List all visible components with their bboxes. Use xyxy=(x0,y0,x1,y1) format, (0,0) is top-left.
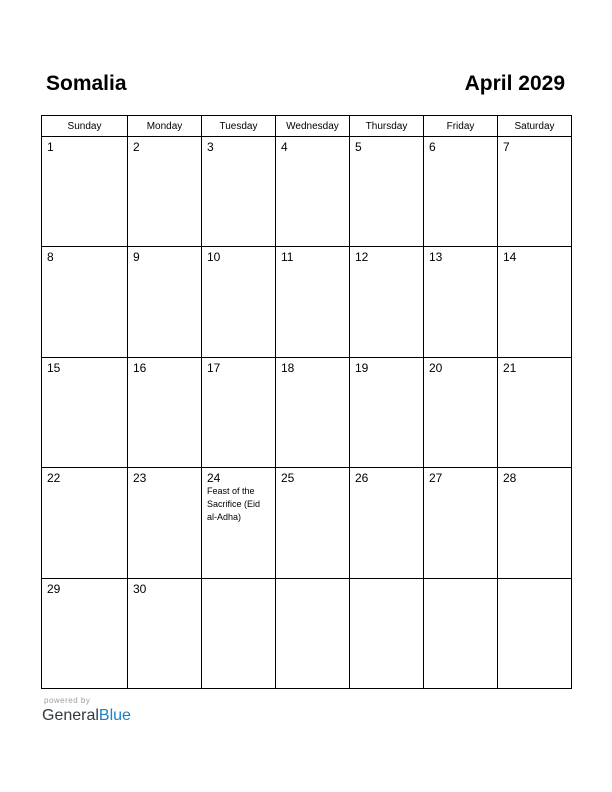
day-number: 1 xyxy=(47,140,54,154)
day-number: 20 xyxy=(429,360,443,375)
calendar-grid xyxy=(41,115,572,689)
weekday-tuesday: Tuesday xyxy=(202,116,276,137)
logo-text-blue: Blue xyxy=(98,707,131,724)
day-number xyxy=(424,579,497,582)
day-number: 22 xyxy=(47,471,61,486)
weekday-header-row xyxy=(42,116,572,137)
day-cell xyxy=(424,578,498,688)
day-cell xyxy=(424,357,498,467)
week-row xyxy=(42,137,572,247)
footer-branding xyxy=(42,696,131,726)
day-cell xyxy=(202,247,276,357)
day-cell xyxy=(42,357,128,467)
day-cell xyxy=(350,357,424,467)
day-number: 28 xyxy=(503,471,517,486)
weekday-thursday: Thursday xyxy=(350,116,424,137)
holiday-label: Feast of the Sacrifice (Eid al-Adha) xyxy=(207,486,261,523)
day-cell xyxy=(202,357,276,467)
day-cell xyxy=(42,468,128,578)
day-cell xyxy=(128,137,202,247)
day-number: 3 xyxy=(207,140,214,154)
day-number: 17 xyxy=(207,360,221,375)
day-number: 12 xyxy=(355,250,369,265)
day-cell xyxy=(498,137,572,247)
day-cell xyxy=(128,578,202,688)
day-number: 30 xyxy=(133,581,147,596)
day-cell xyxy=(350,468,424,578)
day-number: 11 xyxy=(281,250,294,265)
day-cell xyxy=(276,578,350,688)
day-cell xyxy=(128,247,202,357)
day-number: 26 xyxy=(355,471,369,486)
day-number xyxy=(202,579,275,582)
day-cell xyxy=(424,137,498,247)
day-cell xyxy=(350,578,424,688)
day-cell xyxy=(498,247,572,357)
week-row xyxy=(42,247,572,357)
day-number: 27 xyxy=(429,471,443,486)
day-number: 4 xyxy=(281,140,288,154)
day-number xyxy=(498,579,571,582)
day-number: 14 xyxy=(503,250,517,265)
day-cell xyxy=(498,468,572,578)
day-cell xyxy=(350,247,424,357)
day-number: 9 xyxy=(133,250,140,265)
powered-by-text: powered by xyxy=(44,696,91,705)
day-number xyxy=(350,579,423,582)
day-number: 19 xyxy=(355,360,369,375)
day-number xyxy=(276,579,349,582)
day-cell xyxy=(424,468,498,578)
day-cell xyxy=(424,247,498,357)
day-number: 21 xyxy=(503,360,517,375)
day-cell xyxy=(276,137,350,247)
day-number: 10 xyxy=(207,250,221,265)
day-number: 13 xyxy=(429,250,443,265)
day-cell xyxy=(498,357,572,467)
week-row xyxy=(42,468,572,578)
day-number: 2 xyxy=(133,140,140,154)
day-number: 16 xyxy=(133,360,147,375)
generalblue-logo xyxy=(42,707,131,724)
day-cell xyxy=(128,468,202,578)
day-number: 7 xyxy=(503,140,510,154)
day-number: 25 xyxy=(281,471,295,486)
day-number: 8 xyxy=(47,250,54,265)
logo-text-general: General xyxy=(42,707,99,724)
country-title: Somalia xyxy=(46,72,127,95)
day-number: 24 xyxy=(207,471,221,486)
day-number: 18 xyxy=(281,360,295,375)
day-cell xyxy=(276,357,350,467)
day-cell xyxy=(202,578,276,688)
day-cell xyxy=(202,137,276,247)
day-cell xyxy=(42,578,128,688)
day-number: 15 xyxy=(47,360,61,375)
day-cell xyxy=(42,137,128,247)
day-cell xyxy=(128,357,202,467)
weekday-saturday: Saturday xyxy=(498,116,572,137)
week-row xyxy=(42,357,572,467)
week-row xyxy=(42,578,572,688)
day-cell xyxy=(350,137,424,247)
day-number: 5 xyxy=(355,140,362,154)
day-number: 6 xyxy=(429,140,436,154)
day-cell xyxy=(498,578,572,688)
weekday-sunday: Sunday xyxy=(42,116,128,137)
weekday-monday: Monday xyxy=(128,116,202,137)
weekday-friday: Friday xyxy=(424,116,498,137)
day-cell xyxy=(276,468,350,578)
day-cell xyxy=(42,247,128,357)
day-cell xyxy=(276,247,350,357)
day-cell xyxy=(202,468,276,578)
day-number: 29 xyxy=(47,581,61,596)
day-number: 23 xyxy=(133,471,147,486)
month-year-title: April 2029 xyxy=(464,72,565,95)
weekday-wednesday: Wednesday xyxy=(276,116,350,137)
